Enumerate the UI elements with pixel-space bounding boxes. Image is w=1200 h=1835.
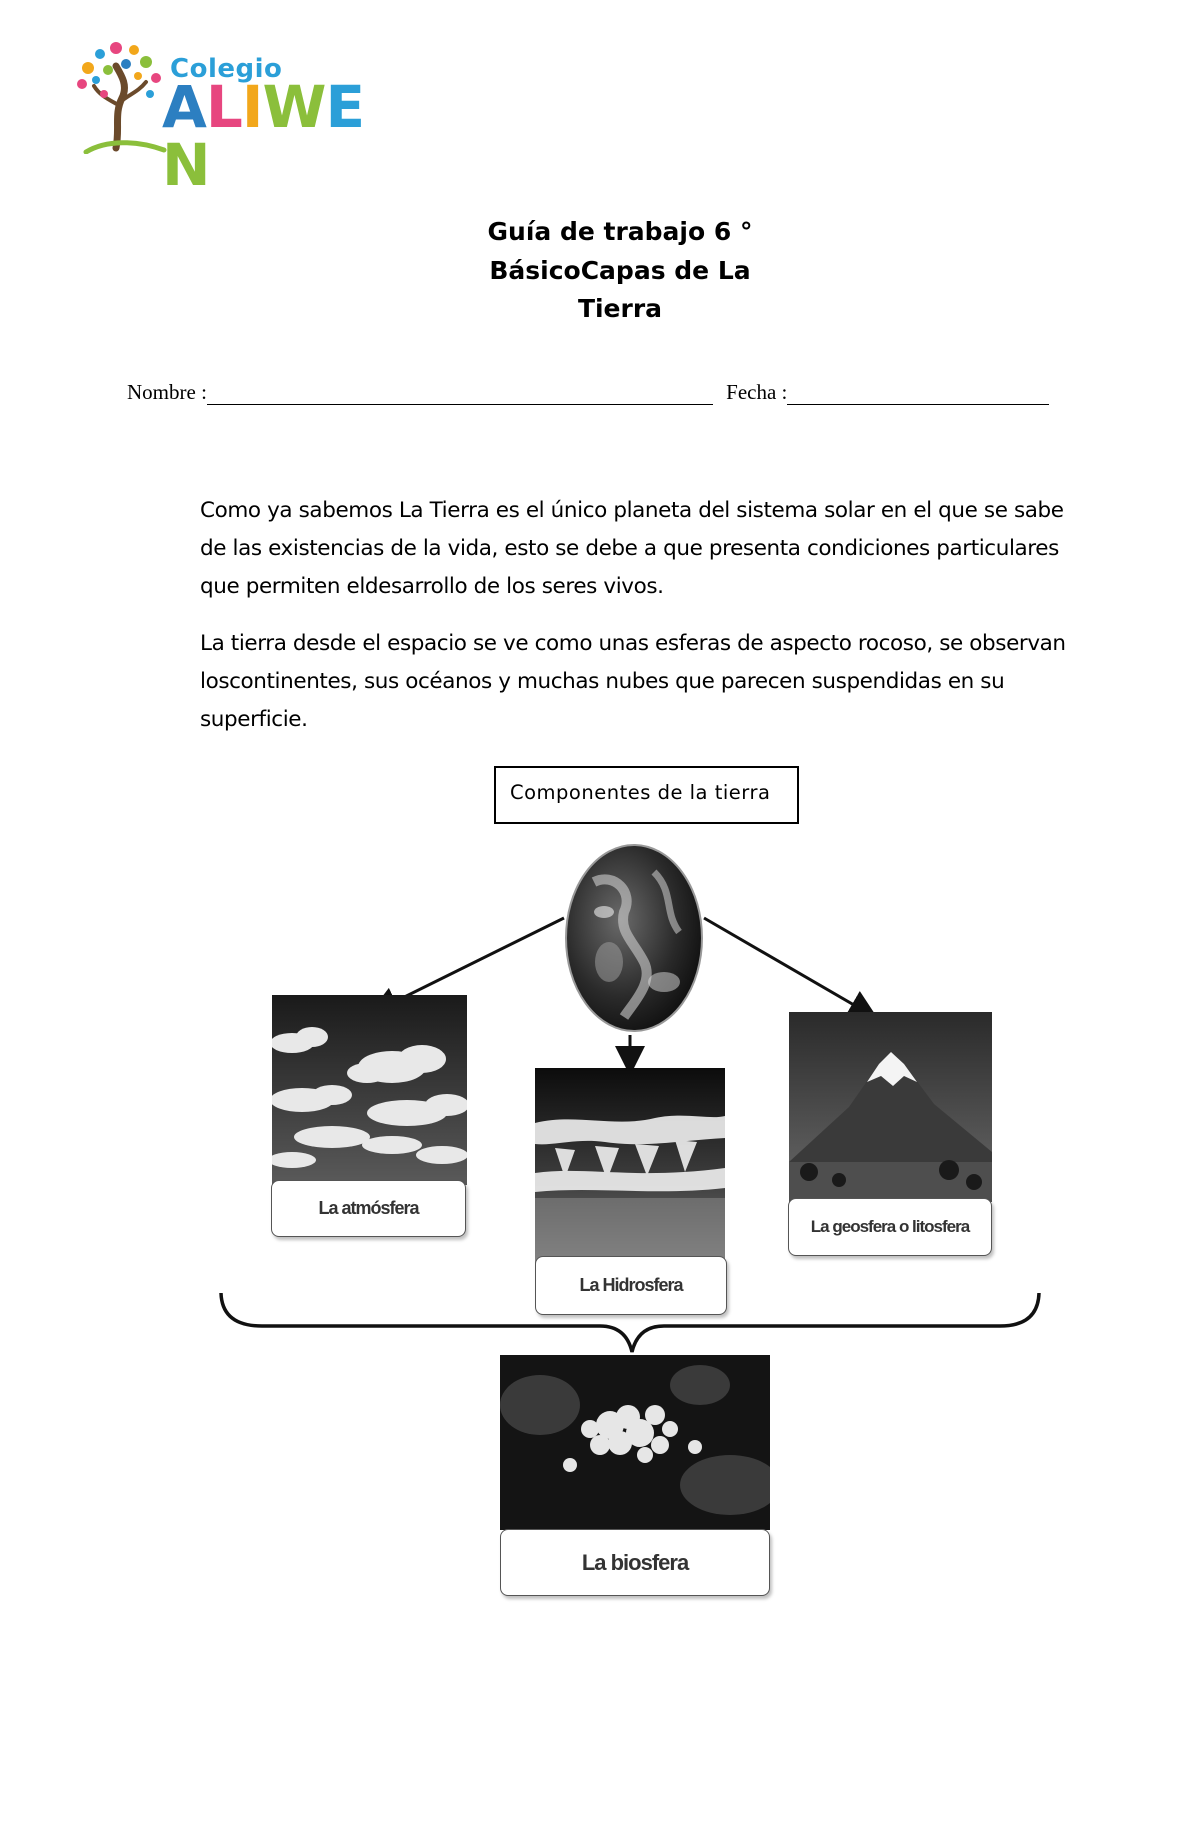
biosphere-label: La biosfera [581, 1549, 689, 1575]
logo-letter: N [162, 131, 210, 199]
geosphere-label: La geosfera o litosfera [810, 1217, 970, 1236]
atmosphere-label: La atmósfera [318, 1198, 419, 1218]
hydrosphere-label: La Hidrosfera [579, 1275, 683, 1295]
title-line-3: Tierra [577, 294, 663, 323]
name-label: Nombre : [127, 380, 207, 404]
components-title: Componentes de la tierra [510, 781, 771, 804]
earth-globe-image [564, 842, 705, 1035]
paragraph-line: loscontinentes, sus océanos y muchas nubes que parecen suspendidas en su [200, 669, 1005, 694]
paragraph-line: superficie. [200, 707, 308, 732]
geosphere-image [789, 1012, 992, 1202]
title-line-1: Guía de trabajo 6 ° [487, 217, 753, 246]
atmosphere-label-box [271, 1180, 466, 1237]
paragraph-line: de las existencias de la vida, esto se debe a que presenta condiciones particulares [200, 536, 1059, 561]
logo-small-text: Colegio [170, 54, 283, 84]
biosphere-image [500, 1355, 770, 1530]
title-line-2: BásicoCapas de La [489, 256, 751, 285]
logo-letter: E [325, 73, 365, 141]
paragraph-line: que permiten eldesarrollo de los seres vivos. [200, 574, 664, 599]
arrow-to-geosphere [704, 918, 873, 1016]
logo-letter: L [205, 73, 242, 141]
logo-letter: A [162, 73, 206, 141]
paragraph-line: La tierra desde el espacio se ve como unas esferas de aspecto rocoso, se observan [200, 631, 1066, 656]
hydrosphere-label-box [535, 1256, 727, 1315]
atmosphere-image [272, 995, 467, 1185]
paragraph-line: Como ya sabemos La Tierra es el único planeta del sistema solar en el que se sabe [200, 498, 1064, 523]
biosphere-label-box [500, 1529, 770, 1596]
geosphere-label-box [788, 1198, 992, 1256]
hydrosphere-image [535, 1068, 725, 1268]
logo-letter: I [241, 73, 263, 141]
logo-letter: W [262, 73, 326, 141]
date-label: Fecha : [726, 380, 788, 404]
